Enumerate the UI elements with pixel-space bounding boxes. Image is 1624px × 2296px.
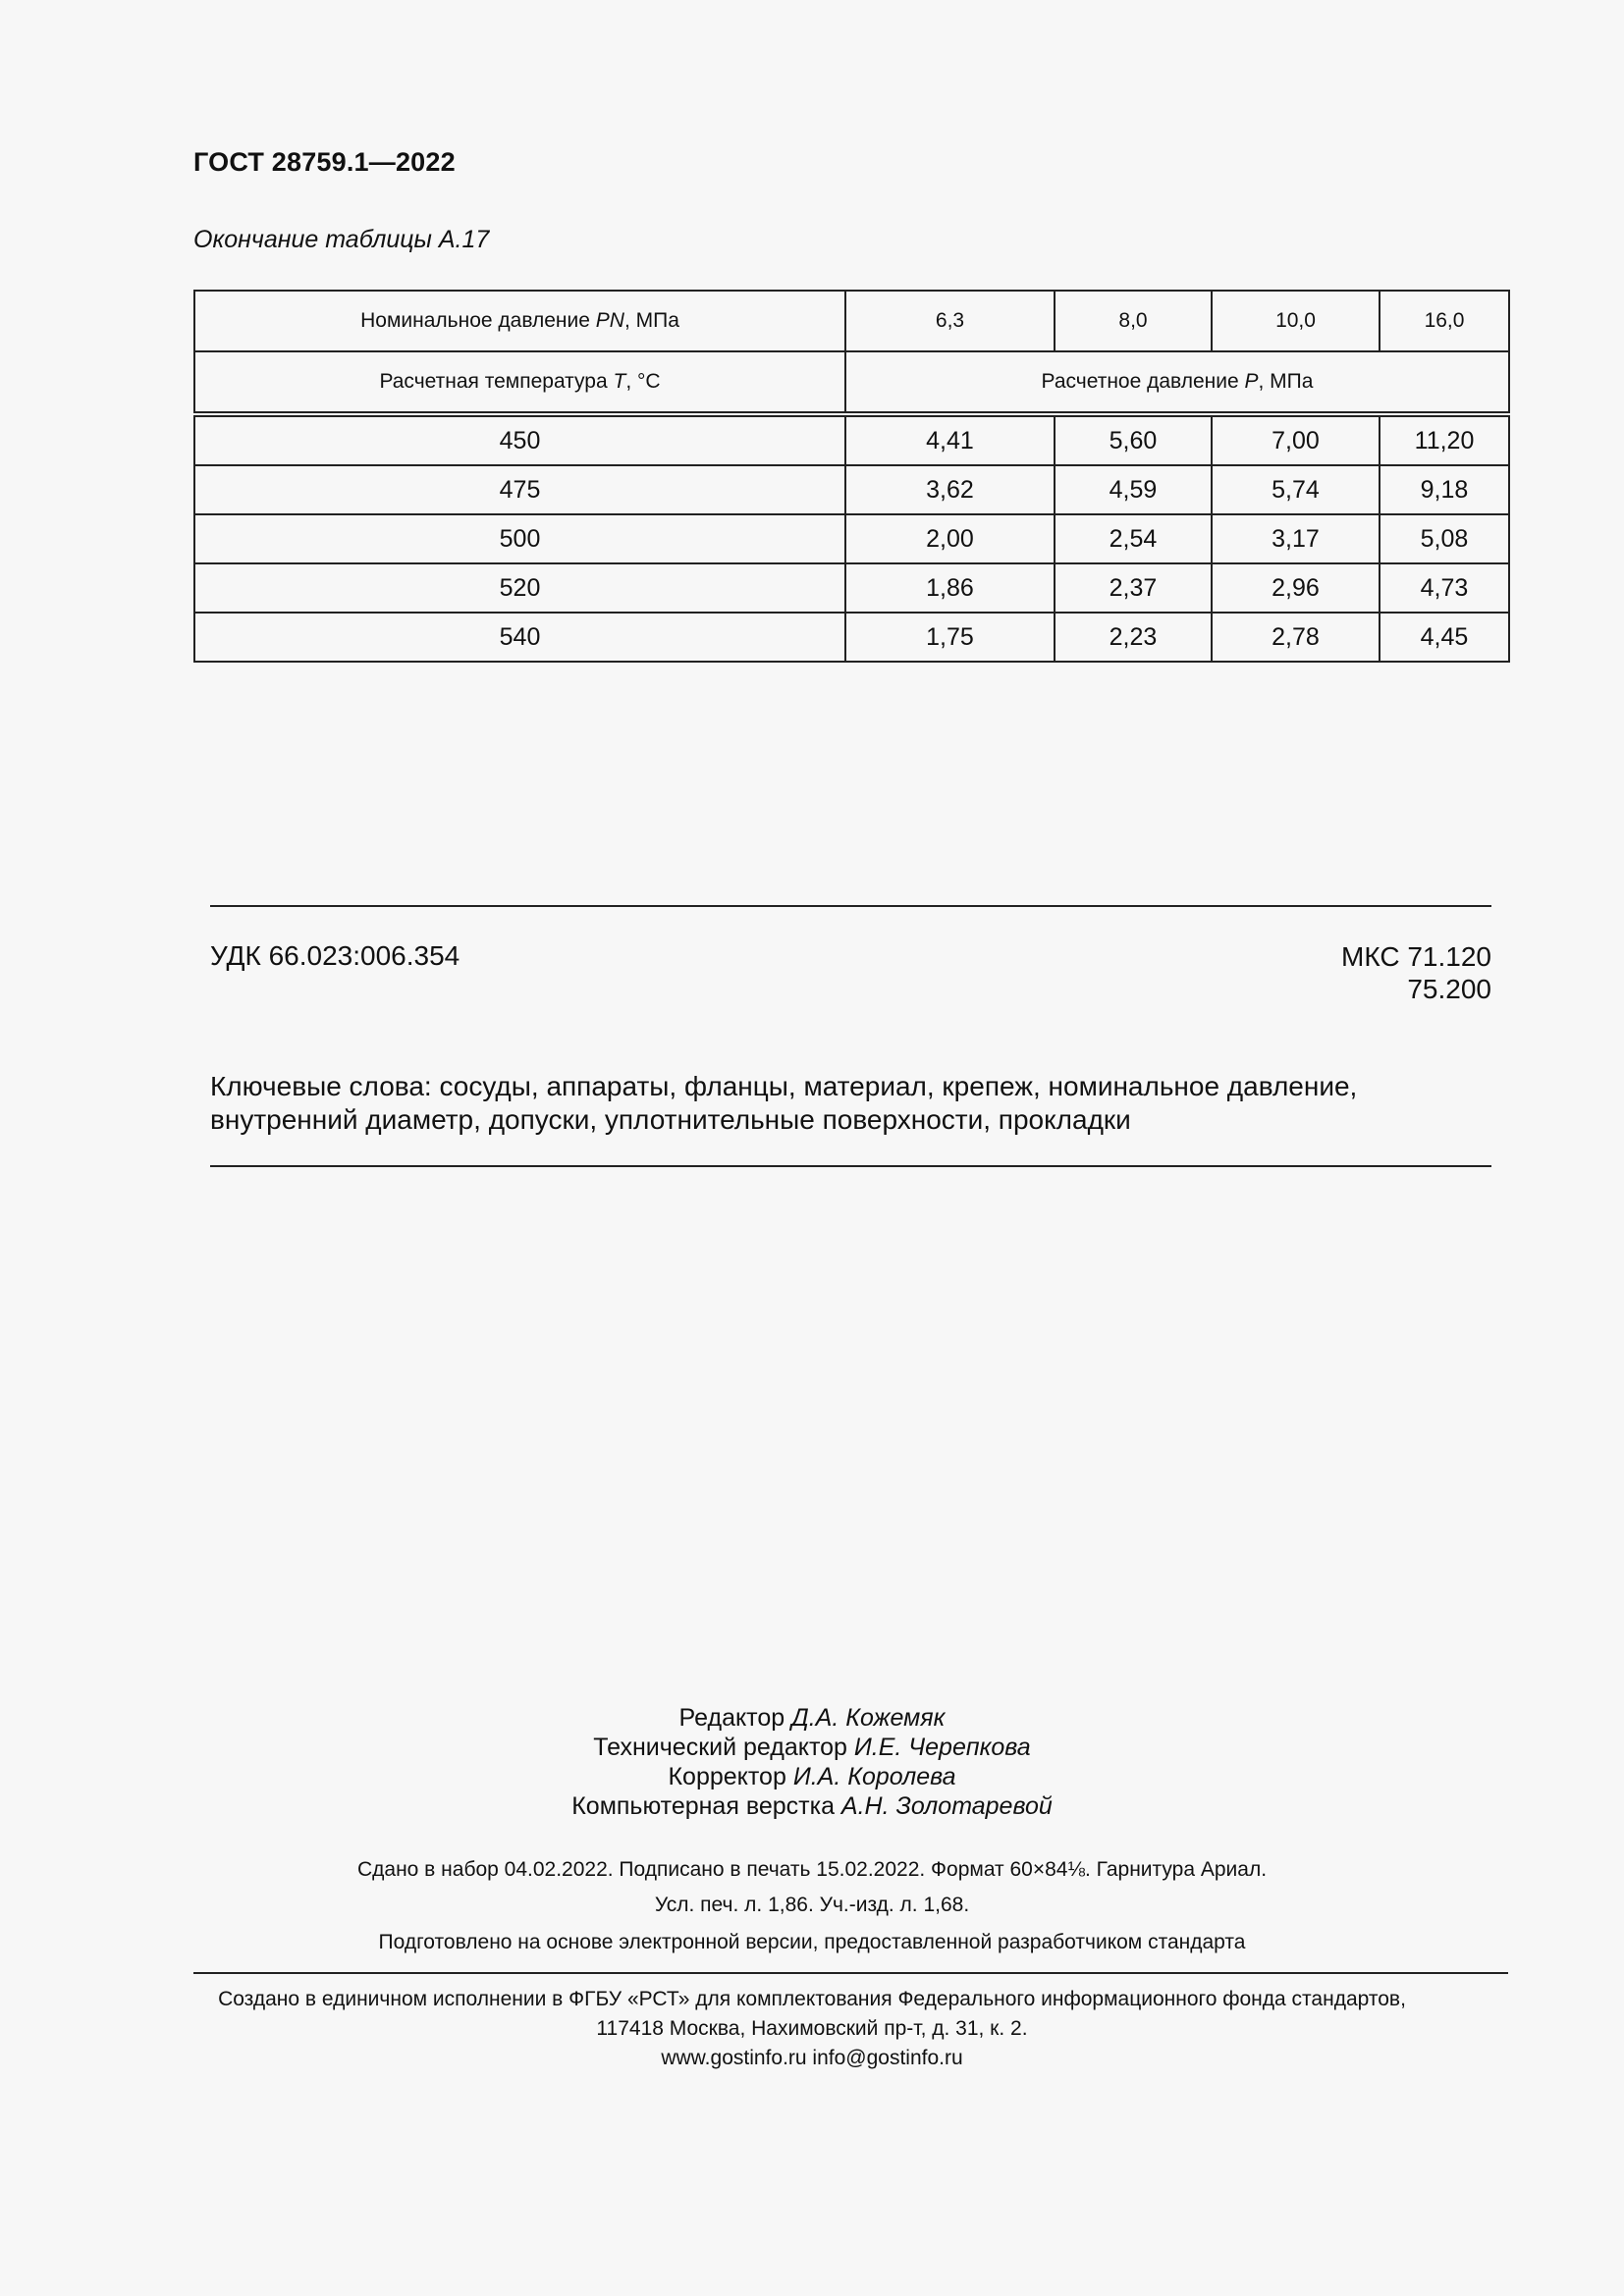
mks-code (1341, 940, 1491, 1005)
print-info (0, 1852, 1624, 1923)
tech-editor-credit: Технический редактор И.Е. Черепкова (593, 1734, 1031, 1761)
prepared-note: Подготовлено на основе электронной версии, предоставленной разработчиком стандарта (378, 1931, 1246, 1953)
classification-top-rule (210, 905, 1491, 907)
value-cell: 5,60 (1055, 414, 1212, 465)
pressure-class-cell: 10,0 (1212, 291, 1380, 351)
nominal-pressure-label: Номинальное давление PN, МПа (194, 291, 845, 351)
value-cell: 2,23 (1055, 613, 1212, 662)
table-row (194, 514, 1509, 563)
value-cell: 2,37 (1055, 563, 1212, 613)
layout-credit: Компьютерная верстка А.Н. Золотаревой (571, 1792, 1053, 1820)
document-code: ГОСТ 28759.1—2022 (193, 147, 456, 177)
pressure-class-cell: 16,0 (1380, 291, 1509, 351)
value-cell: 4,73 (1380, 563, 1509, 613)
table-row (194, 414, 1509, 465)
footer-line-3: www.gostinfo.ru info@gostinfo.ru (661, 2047, 963, 2069)
temperature-cell: 500 (194, 514, 845, 563)
pressure-class-cell: 8,0 (1055, 291, 1212, 351)
value-cell: 4,41 (845, 414, 1055, 465)
publisher-footer (0, 1985, 1624, 2073)
temperature-cell: 540 (194, 613, 845, 662)
value-cell: 3,62 (845, 465, 1055, 514)
credits-block (0, 1703, 1624, 1821)
table-caption: Окончание таблицы А.17 (193, 226, 490, 253)
table-row (194, 563, 1509, 613)
value-cell: 9,18 (1380, 465, 1509, 514)
value-cell: 2,54 (1055, 514, 1212, 563)
temperature-label: Расчетная температура T, °С (194, 351, 845, 414)
nominal-pressure-header-row (194, 291, 1509, 351)
value-cell: 4,59 (1055, 465, 1212, 514)
value-cell: 2,00 (845, 514, 1055, 563)
value-cell: 4,45 (1380, 613, 1509, 662)
value-cell: 3,17 (1212, 514, 1380, 563)
value-cell: 2,96 (1212, 563, 1380, 613)
temperature-cell: 520 (194, 563, 845, 613)
classification-bottom-rule (210, 1165, 1491, 1167)
value-cell: 7,00 (1212, 414, 1380, 465)
print-info-line-1: Сдано в набор 04.02.2022. Подписано в печать 15.02.2022. Формат 60×84⅛. Гарнитура Ариал. (356, 1858, 1268, 1881)
design-pressure-label: Расчетное давление P, МПа (845, 351, 1509, 414)
value-cell: 2,78 (1212, 613, 1380, 662)
corrector-credit: Корректор И.А. Королева (668, 1763, 956, 1790)
value-cell: 11,20 (1380, 414, 1509, 465)
value-cell: 1,86 (845, 563, 1055, 613)
temperature-header-row (194, 351, 1509, 414)
pressure-temperature-table (193, 290, 1510, 663)
temperature-cell: 475 (194, 465, 845, 514)
value-cell: 5,08 (1380, 514, 1509, 563)
value-cell: 1,75 (845, 613, 1055, 662)
mks-line-1: МКС 71.120 (1341, 941, 1491, 972)
print-info-line-2: Усл. печ. л. 1,86. Уч.-изд. л. 1,68. (654, 1894, 970, 1916)
mks-line-2: 75.200 (1407, 974, 1491, 1004)
editor-credit: Редактор Д.А. Кожемяк (678, 1704, 946, 1732)
table-row (194, 465, 1509, 514)
footer-rule (193, 1972, 1508, 1974)
keywords-text: Ключевые слова: сосуды, аппараты, фланцы, материал, крепеж, номинальное давление, внутренний диаметр, допуски, уплотнительные поверхности, прокладки (210, 1071, 1358, 1135)
footer-line-2: 117418 Москва, Нахимовский пр-т, д. 31, к. 2. (596, 2017, 1028, 2040)
udk-code: УДК 66.023:006.354 (210, 940, 460, 971)
footer-line-1: Создано в единичном исполнении в ФГБУ «РСТ» для комплектования Федерального информационного фонда стандартов, (218, 1988, 1406, 2010)
value-cell: 5,74 (1212, 465, 1380, 514)
table-row (194, 613, 1509, 662)
pressure-class-cell: 6,3 (845, 291, 1055, 351)
temperature-cell: 450 (194, 414, 845, 465)
